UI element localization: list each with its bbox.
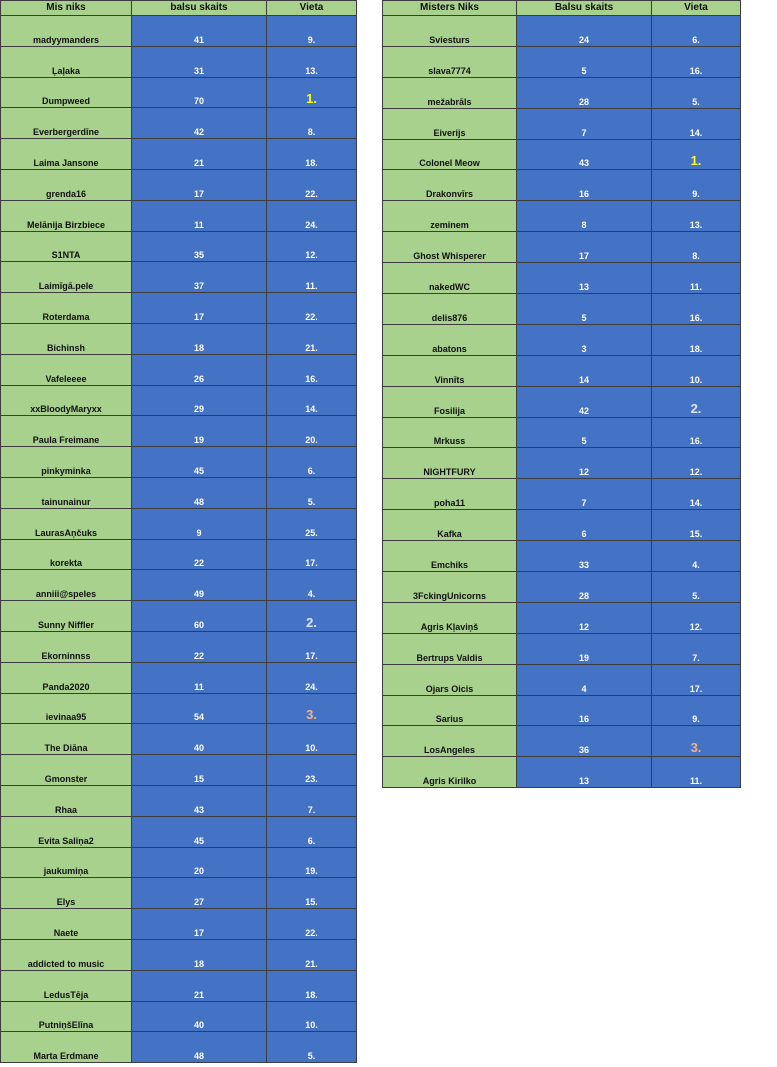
votes-cell: 7 (517, 479, 652, 510)
votes-cell: 16 (517, 695, 652, 726)
place-cell: 6. (267, 447, 357, 478)
name-cell: Sarius (383, 695, 517, 726)
table-row (1, 1001, 357, 1032)
votes-cell: 37 (132, 262, 267, 293)
votes-cell: 28 (517, 572, 652, 603)
table-row (1, 970, 357, 1001)
place-cell: 15. (267, 878, 357, 909)
place-cell: 14. (652, 479, 741, 510)
mis-table (0, 0, 357, 1063)
votes-cell: 70 (132, 77, 267, 108)
place-cell: 20. (267, 416, 357, 447)
table-row (383, 108, 741, 139)
votes-cell: 12 (517, 602, 652, 633)
votes-cell: 11 (132, 200, 267, 231)
place-cell: 24. (267, 662, 357, 693)
place-cell: 3. (267, 693, 357, 724)
votes-cell: 45 (132, 447, 267, 478)
name-cell: madyymanders (1, 16, 132, 47)
name-cell: nakedWC (383, 263, 517, 294)
votes-cell: 4 (517, 664, 652, 695)
votes-cell: 45 (132, 816, 267, 847)
name-cell: slava7774 (383, 46, 517, 77)
name-cell: Elys (1, 878, 132, 909)
votes-cell: 49 (132, 570, 267, 601)
name-cell: Ekorninnss (1, 631, 132, 662)
place-cell: 9. (267, 16, 357, 47)
votes-cell: 5 (517, 294, 652, 325)
name-cell: Laima Jansone (1, 139, 132, 170)
votes-cell: 31 (132, 46, 267, 77)
votes-cell: 28 (517, 77, 652, 108)
name-cell: jaukumiņa (1, 847, 132, 878)
votes-cell: 13 (517, 263, 652, 294)
place-cell: 19. (267, 847, 357, 878)
table-row (383, 139, 741, 170)
table-row (383, 448, 741, 479)
votes-cell: 12 (517, 448, 652, 479)
votes-cell: 7 (517, 108, 652, 139)
table-row (1, 385, 357, 416)
table-row (1, 939, 357, 970)
place-cell: 11. (267, 262, 357, 293)
place-cell: 23. (267, 755, 357, 786)
name-cell: Bichinsh (1, 323, 132, 354)
place-cell: 7. (652, 633, 741, 664)
table-row (383, 201, 741, 232)
name-cell: Eiverijs (383, 108, 517, 139)
name-cell: Ghost Whisperer (383, 232, 517, 263)
votes-cell: 36 (517, 726, 652, 757)
place-cell: 12. (652, 448, 741, 479)
name-cell: PutniņšElīna (1, 1001, 132, 1032)
table-row (1, 631, 357, 662)
name-cell: The Diāna (1, 724, 132, 755)
name-cell: Emchiks (383, 541, 517, 572)
table-row (383, 726, 741, 757)
name-cell: Bertrups Valdis (383, 633, 517, 664)
name-cell: Sviesturs (383, 16, 517, 47)
name-cell: pinkyminka (1, 447, 132, 478)
votes-cell: 22 (132, 631, 267, 662)
name-cell: Laimīgā.pele (1, 262, 132, 293)
name-cell: Panda2020 (1, 662, 132, 693)
name-cell: Drakonvīrs (383, 170, 517, 201)
table-row (1, 601, 357, 632)
table-row (383, 294, 741, 325)
place-cell: 5. (652, 77, 741, 108)
name-cell: LedusTēja (1, 970, 132, 1001)
name-cell: Vafeleeee (1, 354, 132, 385)
votes-cell: 18 (132, 939, 267, 970)
place-cell: 12. (267, 231, 357, 262)
votes-cell: 17 (132, 293, 267, 324)
votes-cell: 17 (132, 909, 267, 940)
name-cell: Colonel Meow (383, 139, 517, 170)
table-row (383, 572, 741, 603)
table-row (1, 46, 357, 77)
name-cell: Sunny Niffler (1, 601, 132, 632)
table-row (383, 46, 741, 77)
place-cell: 5. (652, 572, 741, 603)
place-cell: 9. (652, 695, 741, 726)
place-cell: 13. (652, 201, 741, 232)
name-cell: mežabrāls (383, 77, 517, 108)
name-cell: Evita Saliņa2 (1, 816, 132, 847)
table-row (1, 785, 357, 816)
misters-header-votes: Balsu skaits (517, 1, 652, 16)
table-row (1, 139, 357, 170)
table-row (1, 231, 357, 262)
name-cell: LosAngeles (383, 726, 517, 757)
name-cell: Ojars Oicis (383, 664, 517, 695)
name-cell: S1NTA (1, 231, 132, 262)
place-cell: 22. (267, 293, 357, 324)
name-cell: 3FckingUnicorns (383, 572, 517, 603)
table-row (1, 200, 357, 231)
place-cell: 6. (652, 16, 741, 47)
place-cell: 4. (267, 570, 357, 601)
votes-cell: 16 (517, 170, 652, 201)
table-row (1, 755, 357, 786)
table-row (383, 510, 741, 541)
votes-cell: 21 (132, 139, 267, 170)
place-cell: 16. (267, 354, 357, 385)
table-row (1, 816, 357, 847)
table-row (383, 417, 741, 448)
table-row (383, 170, 741, 201)
votes-cell: 40 (132, 1001, 267, 1032)
table-row (1, 77, 357, 108)
votes-cell: 41 (132, 16, 267, 47)
votes-cell: 18 (132, 323, 267, 354)
votes-cell: 40 (132, 724, 267, 755)
votes-cell: 33 (517, 541, 652, 572)
table-row (1, 323, 357, 354)
name-cell: Roterdama (1, 293, 132, 324)
table-row (1, 878, 357, 909)
table-row (1, 662, 357, 693)
name-cell: Gmonster (1, 755, 132, 786)
votes-cell: 26 (132, 354, 267, 385)
table-row (383, 386, 741, 417)
table-row (383, 695, 741, 726)
name-cell: Mrkuss (383, 417, 517, 448)
table-row (1, 169, 357, 200)
place-cell: 10. (267, 1001, 357, 1032)
place-cell: 3. (652, 726, 741, 757)
name-cell: Paula Freimane (1, 416, 132, 447)
name-cell: korekta (1, 539, 132, 570)
place-cell: 16. (652, 417, 741, 448)
votes-cell: 15 (132, 755, 267, 786)
table-row (1, 354, 357, 385)
place-cell: 15. (652, 510, 741, 541)
misters-table (382, 0, 741, 788)
votes-cell: 14 (517, 355, 652, 386)
votes-cell: 17 (517, 232, 652, 263)
votes-cell: 29 (132, 385, 267, 416)
place-cell: 5. (267, 477, 357, 508)
name-cell: grenda16 (1, 169, 132, 200)
place-cell: 18. (267, 139, 357, 170)
mis-header-row (1, 1, 357, 16)
place-cell: 18. (652, 324, 741, 355)
name-cell: xxBloodyMaryxx (1, 385, 132, 416)
table-row (383, 664, 741, 695)
place-cell: 18. (267, 970, 357, 1001)
mis-header-place: Vieta (267, 1, 357, 16)
table-row (383, 324, 741, 355)
votes-cell: 22 (132, 539, 267, 570)
place-cell: 17. (267, 539, 357, 570)
name-cell: Fosilija (383, 386, 517, 417)
votes-cell: 42 (132, 108, 267, 139)
place-cell: 21. (267, 323, 357, 354)
place-cell: 13. (267, 46, 357, 77)
name-cell: Agris Kļaviņš (383, 602, 517, 633)
votes-cell: 13 (517, 757, 652, 788)
table-row (1, 570, 357, 601)
name-cell: NIGHTFURY (383, 448, 517, 479)
votes-cell: 42 (517, 386, 652, 417)
name-cell: Rhaa (1, 785, 132, 816)
place-cell: 14. (652, 108, 741, 139)
table-row (1, 847, 357, 878)
table-row (1, 108, 357, 139)
votes-cell: 3 (517, 324, 652, 355)
name-cell: Everbergerdīne (1, 108, 132, 139)
place-cell: 14. (267, 385, 357, 416)
name-cell: LaurasAņčuks (1, 508, 132, 539)
table-row (383, 355, 741, 386)
place-cell: 1. (652, 139, 741, 170)
table-row (1, 909, 357, 940)
place-cell: 17. (267, 631, 357, 662)
place-cell: 11. (652, 757, 741, 788)
name-cell: delis876 (383, 294, 517, 325)
place-cell: 1. (267, 77, 357, 108)
votes-cell: 19 (517, 633, 652, 664)
name-cell: Ļaļaka (1, 46, 132, 77)
table-row (1, 16, 357, 47)
votes-cell: 6 (517, 510, 652, 541)
name-cell: anniii@speles (1, 570, 132, 601)
votes-cell: 48 (132, 477, 267, 508)
name-cell: zeminem (383, 201, 517, 232)
table-row (1, 724, 357, 755)
place-cell: 8. (652, 232, 741, 263)
votes-cell: 27 (132, 878, 267, 909)
votes-cell: 24 (517, 16, 652, 47)
place-cell: 10. (267, 724, 357, 755)
name-cell: Agris Kirilko (383, 757, 517, 788)
table-row (1, 477, 357, 508)
table-row (383, 16, 741, 47)
place-cell: 12. (652, 602, 741, 633)
place-cell: 16. (652, 294, 741, 325)
votes-cell: 19 (132, 416, 267, 447)
table-row (1, 508, 357, 539)
votes-cell: 17 (132, 169, 267, 200)
name-cell: addicted to music (1, 939, 132, 970)
table-row (383, 757, 741, 788)
votes-cell: 21 (132, 970, 267, 1001)
place-cell: 22. (267, 169, 357, 200)
mis-header-votes: balsu skaits (132, 1, 267, 16)
place-cell: 24. (267, 200, 357, 231)
table-row (1, 539, 357, 570)
votes-cell: 5 (517, 417, 652, 448)
votes-cell: 20 (132, 847, 267, 878)
table-row (383, 263, 741, 294)
misters-header-place: Vieta (652, 1, 741, 16)
table-row (383, 541, 741, 572)
votes-cell: 48 (132, 1032, 267, 1063)
name-cell: Dumpweed (1, 77, 132, 108)
table-row (1, 1032, 357, 1063)
name-cell: ievinaa95 (1, 693, 132, 724)
votes-cell: 11 (132, 662, 267, 693)
table-row (383, 77, 741, 108)
table-row (1, 693, 357, 724)
place-cell: 10. (652, 355, 741, 386)
table-row (383, 633, 741, 664)
name-cell: Naete (1, 909, 132, 940)
votes-cell: 8 (517, 201, 652, 232)
votes-cell: 35 (132, 231, 267, 262)
table-row (383, 602, 741, 633)
name-cell: Melānija Birzbiece (1, 200, 132, 231)
name-cell: tainunainur (1, 477, 132, 508)
table-row (1, 416, 357, 447)
place-cell: 22. (267, 909, 357, 940)
name-cell: poha11 (383, 479, 517, 510)
votes-cell: 5 (517, 46, 652, 77)
misters-header-name: Misters Niks (383, 1, 517, 16)
place-cell: 25. (267, 508, 357, 539)
table-row (1, 447, 357, 478)
votes-cell: 60 (132, 601, 267, 632)
votes-cell: 9 (132, 508, 267, 539)
place-cell: 6. (267, 816, 357, 847)
place-cell: 16. (652, 46, 741, 77)
place-cell: 8. (267, 108, 357, 139)
place-cell: 4. (652, 541, 741, 572)
place-cell: 2. (652, 386, 741, 417)
place-cell: 5. (267, 1032, 357, 1063)
misters-header-row (383, 1, 741, 16)
name-cell: abatons (383, 324, 517, 355)
place-cell: 11. (652, 263, 741, 294)
table-row (1, 293, 357, 324)
table-row (383, 232, 741, 263)
place-cell: 7. (267, 785, 357, 816)
place-cell: 2. (267, 601, 357, 632)
place-cell: 21. (267, 939, 357, 970)
name-cell: Marta Erdmane (1, 1032, 132, 1063)
place-cell: 9. (652, 170, 741, 201)
votes-cell: 43 (132, 785, 267, 816)
name-cell: Kafka (383, 510, 517, 541)
place-cell: 17. (652, 664, 741, 695)
mis-header-name: Mis niks (1, 1, 132, 16)
votes-cell: 43 (517, 139, 652, 170)
name-cell: Vinnīts (383, 355, 517, 386)
table-row (383, 479, 741, 510)
votes-cell: 54 (132, 693, 267, 724)
table-row (1, 262, 357, 293)
